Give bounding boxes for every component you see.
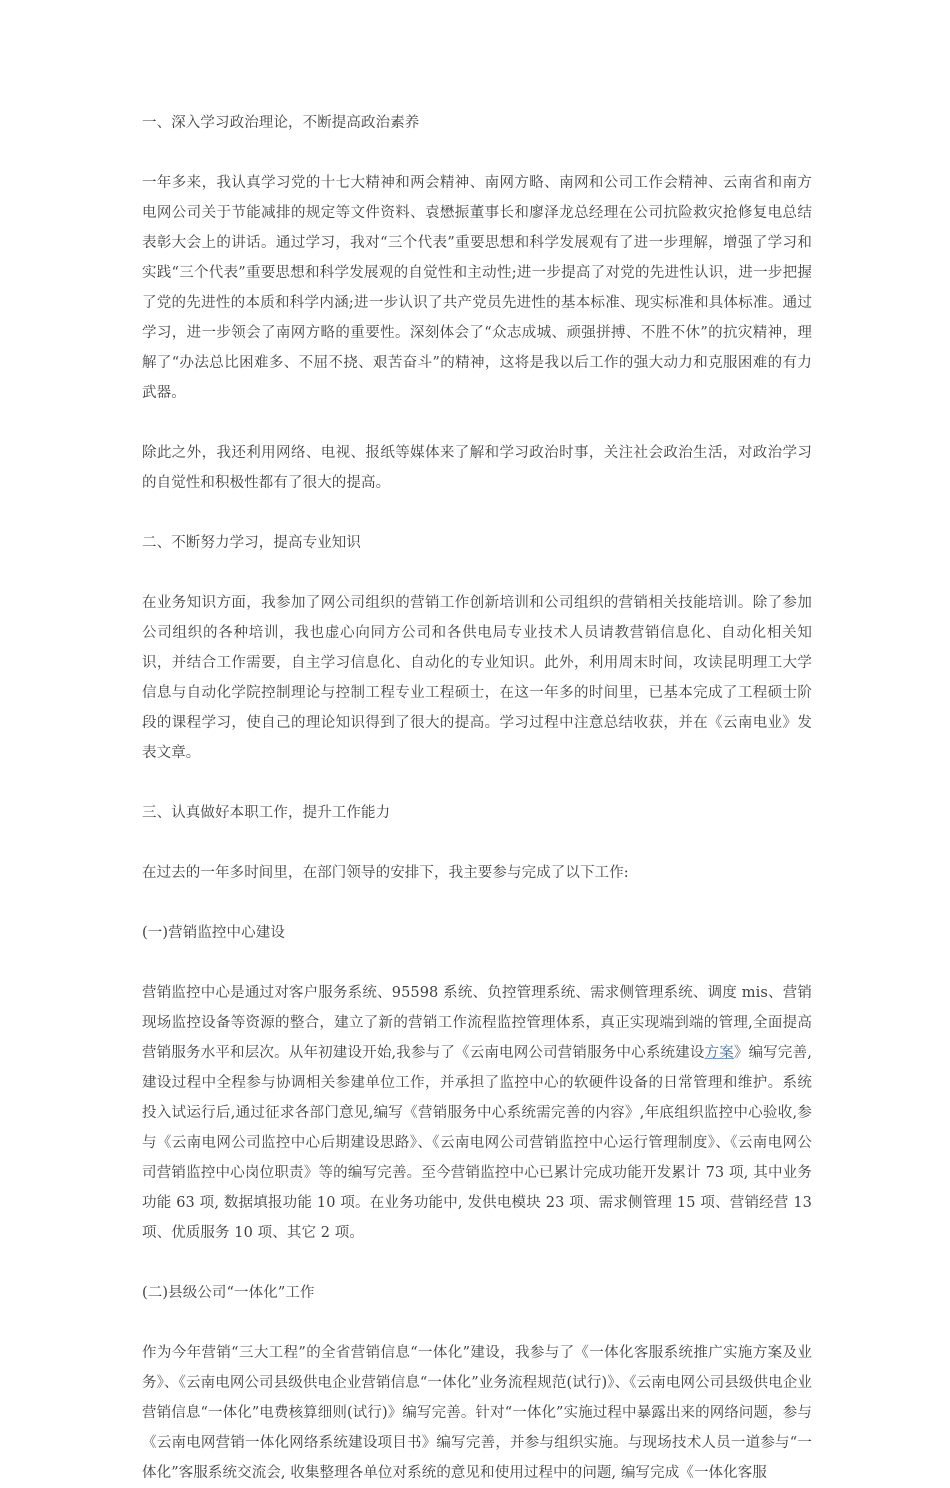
section-heading-1: 一、深入学习政治理论，不断提高政治素养 — [142, 115, 420, 131]
paragraph-1: 一年多来，我认真学习党的十七大精神和两会精神、南网方略、南网和公司工作会精神、云南省和南方电网公司关于节能减排的规定等文件资料、袁懋振董事长和廖泽龙总经理在公司抗险救灾抢修复电总结表彰大会上的讲话。通过学习，我对“三个代表”重要思想和科学发展观有了进一步理解，增强了学习和实践“三个代表”重要思想和科学发展观的自觉性和主动性;进一步提高了对党的先进性认识，进一步把握了党的先进性的本质和科学内涵;进一步认识了共产党员先进性的基本标准、现实标准和具体标准。通过学习，进一步领会了南网方略的重要性。深刻体会了“众志成城、顽强拼搏、不胜不休”的抗灾精神，理解了“办法总比困难多、不屈不挠、艰苦奋斗”的精神，这将是我以后工作的强大动力和克服困难的有力武器。 — [142, 175, 812, 401]
paragraph-4: 在过去的一年多时间里，在部门领导的安排下，我主要参与完成了以下工作: — [142, 865, 629, 881]
subsection-heading-2: (二)县级公司“一体化”工作 — [142, 1285, 315, 1301]
paragraph-2: 除此之外，我还利用网络、电视、报纸等媒体来了解和学习政治时事，关注社会政治生活，对政治学习的自觉性和积极性都有了很大的提高。 — [142, 445, 812, 491]
paragraph-6: 作为今年营销“三大工程”的全省营销信息“一体化”建设，我参与了《一体化客服系统推广实施方案及业务》、《云南电网公司县级供电企业营销信息“一体化”业务流程规范(试行)》、《云南电网公司县级供电企业营销信息“一体化”电费核算细则(试行)》编写完善。针对“一体化”实施过程中暴露出来的网络问题，参与《云南电网营销一体化网络系统建设项目书》编写完善，并参与组织实施。与现场技术人员一道参与“一体化”客服系统交流会, 收集整理各单位对系统的意见和使用过程中的问题, 编写完成《一体化客服 — [142, 1345, 812, 1481]
section-heading-3: 三、认真做好本职工作，提升工作能力 — [142, 805, 391, 821]
paragraph-5 — [142, 978, 812, 1248]
section-heading-2: 二、不断努力学习，提高专业知识 — [142, 535, 361, 551]
paragraph-3: 在业务知识方面，我参加了网公司组织的营销工作创新培训和公司组织的营销相关技能培训。除了参加公司组织的各种培训，我也虚心向同方公司和各供电局专业技术人员请教营销信息化、自动化相关知识，并结合工作需要，自主学习信息化、自动化的专业知识。此外，利用周末时间，攻读昆明理工大学信息与自动化学院控制理论与控制工程专业工程硕士，在这一年多的时间里，已基本完成了工程硕士阶段的课程学习，使自己的理论知识得到了很大的提高。学习过程中注意总结收获，并在《云南电业》发表文章。 — [142, 595, 812, 761]
paragraph-5-text-after-link: 》编写完善,建设过程中全程参与协调相关参建单位工作，并承担了监控中心的软硬件设备的日常管理和维护。系统投入试运行后,通过征求各部门意见,编写《营销服务中心系统需完善的内容》,年底组织监控中心验收,参与《云南电网公司监控中心后期建设思路》、《云南电网公司营销监控中心运行管理制度》、《云南电网公司营销监控中心岗位职责》等的编写完善。至今营销监控中心已累计完成功能开发累计 73 项, 其中业务功能 63 项, 数据填报功能 10 项。在业务功能中, 发供电模块 23 项、需求侧管理 15 项、营销经营 13 项、优质服务 10 项、其它 2 项。 — [142, 1045, 812, 1241]
plan-link[interactable]: 方案 — [704, 1045, 734, 1061]
subsection-heading-1: (一)营销监控中心建设 — [142, 925, 285, 941]
paragraph-5-text-before-link: 营销监控中心是通过对客户服务系统、95598 系统、负控管理系统、需求侧管理系统、调度 mis、营销现场监控设备等资源的整合，建立了新的营销工作流程监控管理体系，真正实现端到端的管理,全面提高营销服务水平和层次。从年初建设开始,我参与了《云南电网公司营销服务中心系统建设 — [142, 985, 812, 1061]
document-body — [142, 108, 812, 1488]
